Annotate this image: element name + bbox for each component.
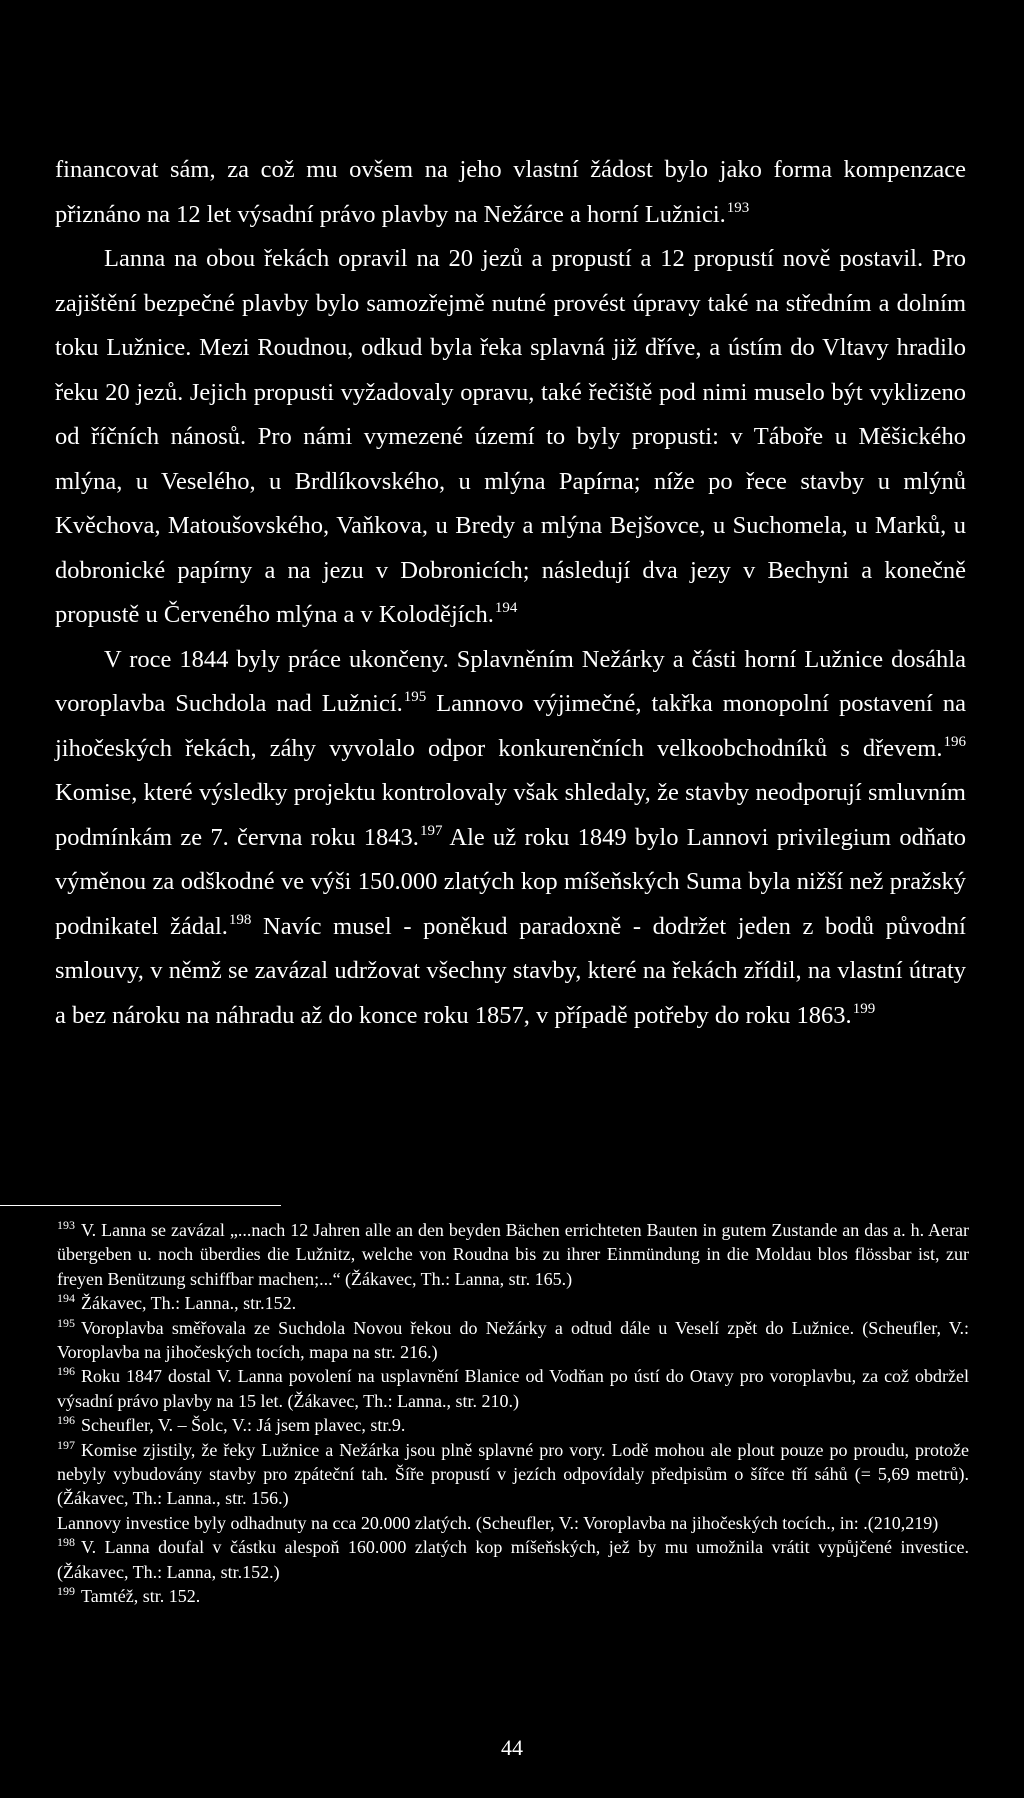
main-text bbox=[55, 148, 966, 1038]
footnote: $^{194}$ Žákavec, Th.: Lanna., str.152. bbox=[57, 1291, 297, 1314]
footnote-number: 198 bbox=[57, 1535, 75, 1550]
page-number: 44 bbox=[501, 1735, 523, 1760]
footnote: $^{199}$ Tamtéž, str. 152. bbox=[57, 1584, 201, 1607]
footnote-reference[interactable]: 193 bbox=[726, 199, 750, 216]
footnote-number: 194 bbox=[57, 1291, 75, 1306]
footnote-number: 196 bbox=[57, 1364, 75, 1379]
footnote-number: 197 bbox=[57, 1437, 75, 1452]
footnotes bbox=[57, 1218, 969, 1609]
footnote-reference[interactable]: 197 bbox=[419, 822, 443, 839]
footnote: $^{196}$ Scheufler, V. – Šolc, V.: Já jsem plavec, str.9. bbox=[57, 1413, 406, 1436]
footnote-reference[interactable]: 194 bbox=[494, 600, 518, 616]
footnote: $^{193}$ V. Lanna se zavázal „...nach 12 Jahren alle an den beyden Bächen errichteten Bauten in gutem Zustande an das a. h. Aerar übergeben u. noch überdies die Lužnitz, welche von Roudna bis zu ihrer Einmündung in die Moldau blos flössbar ist, zur freyen Benützung schiffbar machen;...“ (Žákavec, Th.: Lanna, str. 165.) bbox=[57, 1218, 969, 1289]
footnote-reference[interactable]: 198 bbox=[228, 911, 252, 928]
footnote-reference[interactable]: 199 bbox=[852, 1000, 876, 1017]
paragraph: V roce 1844 byly práce ukončeny. Splavněním Nežárky a části horní Lužnice dosáhla voroplavba Suchdola nad Lužnicí.$^{195}$ Lannovo výjimečné, takřka monopolní postavení na jihočeských řekách, záhy vyvolalo odpor konkurenčních velkoobchodníků s dřevem.$^{196}$ Komise, které výsledky projektu kontrolovaly však shledaly, že stavby neodporují smluvním podmínkám ze 7. června roku 1843.$^{197}$ Ale už roku 1849 bylo Lannovi privilegium odňato výměnou za odškodné ve výši 150.000 zlatých kop míšeňských Suma byla nižší než pražský podnikatel žádal.$^{198}$ Navíc musel - poněkud paradoxně - dodržet jeden z bodů původní smlouvy, v němž se zavázal udržovat všechny stavby, které na řekách zřídil, na vlastní útraty a bez nároku na náhradu až do konce roku 1857, v případě potřeby do roku 1863.$^{199}$ bbox=[55, 645, 967, 1029]
footnote: Lannovy investice byly odhadnuty na cca 20.000 zlatých. (Scheufler, V.: Voroplavba na jihočeských tocích., in: .(210,219) bbox=[57, 1512, 939, 1533]
paragraph: financovat sám, za což mu ovšem na jeho vlastní žádost bylo jako forma kompenzace přiznáno na 12 let výsadní právo plavby na Nežárce a horní Lužnici.$^{193}$ bbox=[55, 156, 966, 228]
footnote-number: 193 bbox=[57, 1218, 75, 1232]
footnote: $^{196}$ Roku 1847 dostal V. Lanna povolení na usplavnění Blanice od Vodňan po ústí do Otavy pro voroplavbu, za což obdržel výsadní právo plavby na 15 let. (Žákavec, Th.: Lanna., str. 210.) bbox=[57, 1364, 969, 1411]
footnote-number: 199 bbox=[57, 1584, 75, 1599]
paragraph: Lanna na obou řekách opravil na 20 jezů a propustí a 12 propustí nově postavil. Pro zajištění bezpečné plavby bylo samozřejmě nutné provést úpravy také na středním a dolním toku Lužnice. Mezi Roudnou, odkud byla řeka splavná již dříve, a ústím do Vltavy hradilo řeku 20 jezů. Jejich propusti vyžadovaly opravu, také řečiště pod nimi muselo být vyklizeno od říčních nánosů. Pro námi vymezené území to byly propusti: v Táboře u Měšického mlýna, u Veselého, u Brdlíkovského, u mlýna Papírna; níže po řece stavby u mlýnů Kvěchova, Matoušovského, Vaňkova, u Bredy a mlýna Bejšovce, u Suchomela, u Marků, u dobronické papírny a na jezu v Dobronicích; následují dva jezy v Bechyni a konečně propustě u Červeného mlýna a v Kolodějích.$^{194}$ bbox=[55, 245, 966, 628]
footnote-reference[interactable]: 196 bbox=[943, 733, 966, 750]
footnote-number: 195 bbox=[57, 1315, 75, 1330]
footnote: $^{198}$ V. Lanna doufal v částku alespoň 160.000 zlatých kop míšeňských, jež by mu umožnila vrátit vypůjčené investice. (Žákavec, Th.: Lanna, str.152.) bbox=[57, 1535, 969, 1582]
footnote-separator bbox=[0, 1205, 281, 1206]
footnote-reference[interactable]: 195 bbox=[403, 689, 427, 705]
footnote: $^{197}$ Komise zjistily, že řeky Lužnice a Nežárka jsou plně splavné pro vory. Lodě mohou ale plout pouze po proudu, protože nebyly vybudovány stavby pro zpáteční tah. Šíře propustí v jezích odpovídaly předpisům o šířce tří sáhů (= 5,69 metrů). (Žákavec, Th.: Lanna., str. 156.) bbox=[57, 1437, 969, 1509]
footnote: $^{195}$ Voroplavba směřovala ze Suchdola Novou řekou do Nežárky a odtud dále u Veselí zpět do Lužnice. (Scheufler, V.: Voroplavba na jihočeských tocích, mapa na str. 216.) bbox=[57, 1315, 969, 1363]
footnote-number: 196 bbox=[57, 1413, 75, 1428]
